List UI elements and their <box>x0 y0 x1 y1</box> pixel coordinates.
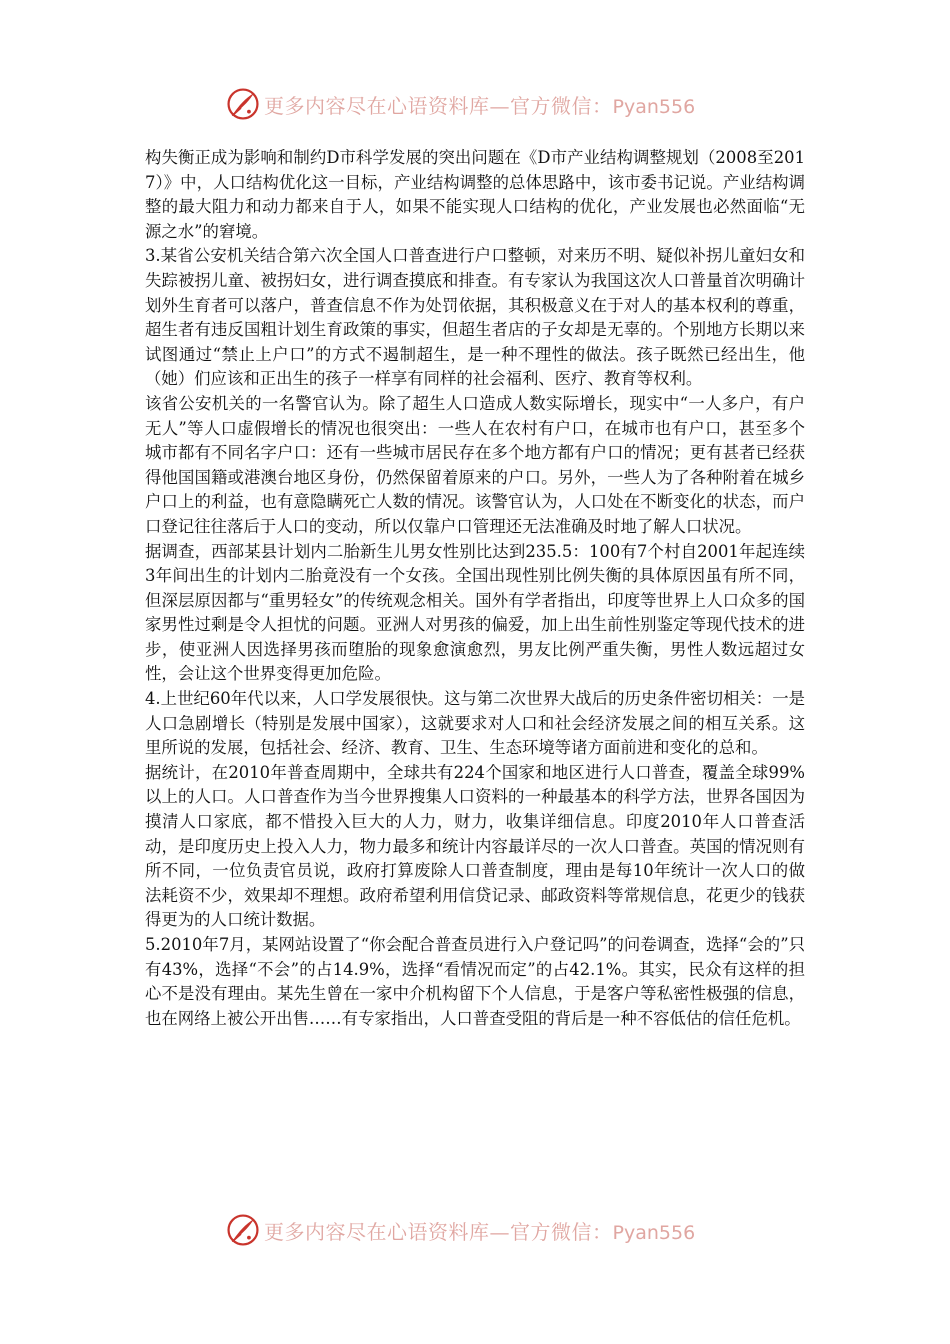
watermark-text: 更多内容尽在心语资料库—官方微信：Pyan556 <box>264 1219 696 1244</box>
paragraph: 据统计，在2010年普查周期中，全球共有224个国家和地区进行人口普查，覆盖全球99%以上的人口。人口普查作为当今世界搜集人口资料的一种最基本的科学方法，世界各国因为摸清人口家底，都不惜投入巨大的人力，财力，收集详细信息。印度2010年人口普查活动，是印度历史上投入人力，物力最多和统计内容最详尽的一次人口普查。英国的情况则有所不同，一位负责官员说，政府打算废除人口普查制度，理由是每10年统计一次人口的做法耗资不少，效果却不理想。政府希望利用信贷记录、邮政资料等常规信息，花更少的钱获得更为的人口统计数据。 <box>145 762 805 930</box>
quill-logo-icon <box>226 87 260 121</box>
watermark-wechat-id: Pyan556 <box>612 95 696 118</box>
watermark-wechat-id: Pyan556 <box>612 1221 696 1244</box>
paragraph: 5.2010年7月，某网站设置了“你会配合普查员进行入户登记吗”的问卷调查，选择“会的”只有43%，选择“不会”的占14.9%，选择“看情况而定”的占42.1%。其实，民众有这样的担心不是没有理由。某先生曾在一家中介机构留下个人信息，于是客户等私密性极强的信息，也在网络上被公开出售……有专家指出，人口普查受阻的背后是一种不容低估的信任危机。 <box>145 935 805 1028</box>
paragraph: 据调查，西部某县计划内二胎新生儿男女性别比达到235.5：100有7个村自2001年起连续3年间出生的计划内二胎竟没有一个女孩。全国出现性别比例失衡的具体原因虽有所不同，但深层原因都与“重男轻女”的传统观念相关。国外有学者指出，印度等世界上人口众多的国家男性过剩是令人担忧的问题。亚洲人对男孩的偏爱，加上出生前性别鉴定等现代技术的进步，使亚洲人因选择男孩而堕胎的现象愈演愈烈，男友比例严重失衡，男性人数远超过女性，会让这个世界变得更加危险。 <box>145 541 805 684</box>
quill-logo-icon <box>226 1213 260 1247</box>
watermark-text: 更多内容尽在心语资料库—官方微信：Pyan556 <box>264 93 696 118</box>
watermark-header <box>226 86 695 122</box>
paragraph: 3.某省公安机关结合第六次全国人口普查进行户口整顿，对来历不明、疑似补拐儿童妇女和失踪被拐儿童、被拐妇女，进行调查摸底和排查。有专家认为我国这次人口普量首次明确计划外生育者可以落户，普查信息不作为处罚依据，其积极意义在于对人的基本权利的尊重，超生者有违反国粗计划生育政策的事实，但超生者店的子女却是无辜的。个别地方长期以来试图通过“禁止上户口”的方式不遏制超生，是一种不理性的做法。孩子既然已经出生，他（她）们应该和正出生的孩子一样享有同样的社会福利、医疗、教育等权利。 <box>145 246 805 389</box>
watermark-footer <box>226 1212 695 1248</box>
paragraph: 4.上世纪60年代以来，人口学发展很快。这与第二次世界大战后的历史条件密切相关：一是人口急剧增长（特别是发展中国家），这就要求对人口和社会经济发展之间的相互关系。这里所说的发展，包括社会、经济、教育、卫生、生态环境等诸方面前进和变化的总和。 <box>145 689 805 758</box>
paragraph: 该省公安机关的一名警官认为。除了超生人口造成人数实际增长，现实中“一人多户，有户无人”等人口虚假增长的情况也很突出：一些人在农村有户口，在城市也有户口，甚至多个城市都有不同名字户口：还有一些城市居民存在多个地方都有户口的情况；更有甚者已经获得他国国籍或港澳台地区身份，仍然保留着原来的户口。另外，一些人为了各种附着在城乡户口上的利益，也有意隐瞒死亡人数的情况。该警官认为，人口处在不断变化的状态，而户口登记往往落后于人口的变动，所以仅靠户口管理还无法准确及时地了解人口状况。 <box>145 393 805 536</box>
paragraph: 构失衡正成为影响和制约D市科学发展的突出问题在《D市产业结构调整规划（2008至2017）》中，人口结构优化这一目标，产业结构调整的总体思路中，该市委书记说。产业结构调整的最大阻力和动力都来自于人，如果不能实现人口结构的优化，产业发展也必然面临“无源之水”的窘境。 <box>145 148 805 241</box>
document-body <box>145 146 805 1031</box>
